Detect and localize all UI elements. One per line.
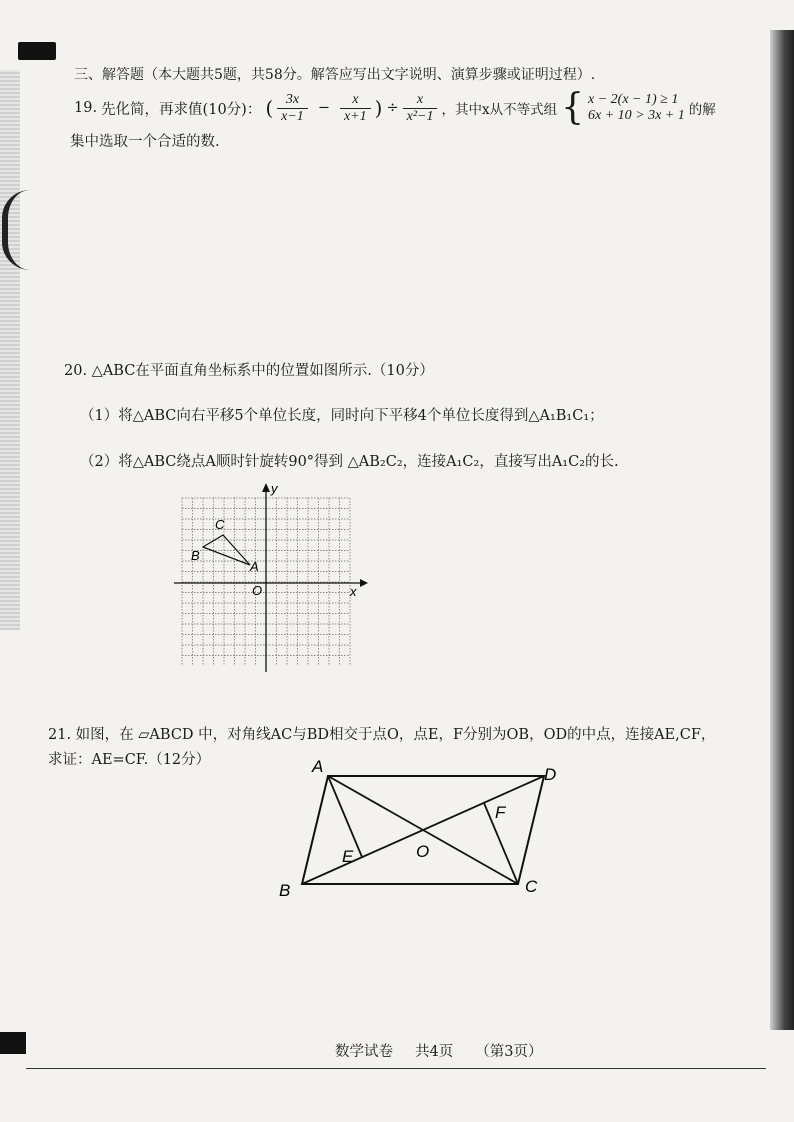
- minus-sign: −: [317, 100, 330, 116]
- page-footer: [335, 1040, 542, 1061]
- q19-tail: ，其中x从不等式组: [441, 102, 558, 118]
- question-19: [74, 87, 716, 128]
- q20-part2: （2）将△ABC绕点A顺时针旋转90°得到 △AB₂C₂，连接A₁C₂，直接写出A₁C₂的长.: [80, 454, 619, 470]
- q20-part1: （1）将△ABC向右平移5个单位长度，同时向下平移4个单位长度得到△A₁B₁C₁；: [80, 408, 604, 424]
- x-axis-label: x: [350, 584, 357, 599]
- fraction-3x-over-x-1: [277, 92, 308, 125]
- q19-tail2: 的解: [688, 102, 716, 118]
- point-c-label: C: [215, 517, 225, 532]
- q21-line2: 求证：AE=CF.（12分）: [48, 752, 211, 768]
- vertex-d-label: D: [544, 765, 557, 784]
- fraction-x-over-x+1: [340, 92, 371, 125]
- q19-paren-close: ): [374, 96, 383, 120]
- origin-label: O: [252, 583, 263, 598]
- inequality-system: [588, 92, 685, 124]
- point-f-label: F: [495, 803, 506, 822]
- section-header: 三、解答题（本大题共5题，共58分。解答应写出文字说明、演算步骤或证明过程）.: [74, 67, 596, 83]
- footer-page: （第3页）: [475, 1044, 543, 1060]
- vertex-c-label: C: [525, 877, 538, 896]
- fraction-numerator: x: [403, 92, 438, 109]
- y-axis-arrow: [262, 483, 270, 492]
- scan-edge-right: [770, 30, 794, 1030]
- q20-title: 20. △ABC在平面直角坐标系中的位置如图所示.（10分）: [64, 363, 434, 379]
- point-b-label: B: [191, 548, 200, 563]
- point-e-label: E: [342, 847, 354, 866]
- footer-rule: [26, 1068, 766, 1069]
- scan-mark-bottom: [0, 1032, 26, 1054]
- coordinate-grid-figure: [170, 478, 370, 678]
- footer-total: 共4页: [415, 1044, 454, 1060]
- fraction-denominator: x²−1: [406, 108, 434, 124]
- scan-mark-top: [18, 42, 56, 60]
- segment-ae: [328, 776, 362, 857]
- q19-paren-open: (: [265, 96, 274, 120]
- divide-sign: ÷: [386, 100, 399, 116]
- segment-ab: [203, 547, 250, 565]
- diagonal-bd: [302, 776, 544, 884]
- fraction-x-over-x2-1: [403, 92, 438, 125]
- fraction-numerator: 3x: [277, 92, 308, 109]
- q19-number: 19.: [74, 100, 98, 116]
- footer-subject: 数学试卷: [335, 1044, 393, 1060]
- q19-prompt: 先化简，再求值(10分)：: [101, 101, 262, 118]
- x-axis-arrow: [360, 579, 368, 587]
- point-o-label: O: [416, 842, 430, 861]
- inequality-2: 6x + 10 > 3x + 1: [588, 108, 685, 123]
- fraction-denominator: x−1: [281, 108, 304, 124]
- vertex-b-label: B: [279, 881, 291, 900]
- q21-line1: 21. 如图，在 ▱ABCD 中，对角线AC与BD相交于点O，点E，F分别为OB，OD的中点，连接AE,CF，: [48, 727, 716, 743]
- scan-edge-left: [0, 70, 20, 630]
- system-brace: {: [561, 87, 584, 128]
- point-a-label: A: [250, 559, 259, 574]
- fraction-denominator: x+1: [343, 108, 367, 124]
- scan-arc-left: [2, 190, 30, 270]
- y-axis-label: y: [271, 481, 278, 496]
- fraction-numerator: x: [340, 92, 371, 109]
- vertex-a-label: A: [312, 757, 324, 776]
- inequality-1: x − 2(x − 1) ≥ 1: [588, 92, 679, 107]
- parallelogram-figure: [270, 752, 570, 902]
- q19-line2: 集中选取一个合适的数.: [70, 134, 220, 150]
